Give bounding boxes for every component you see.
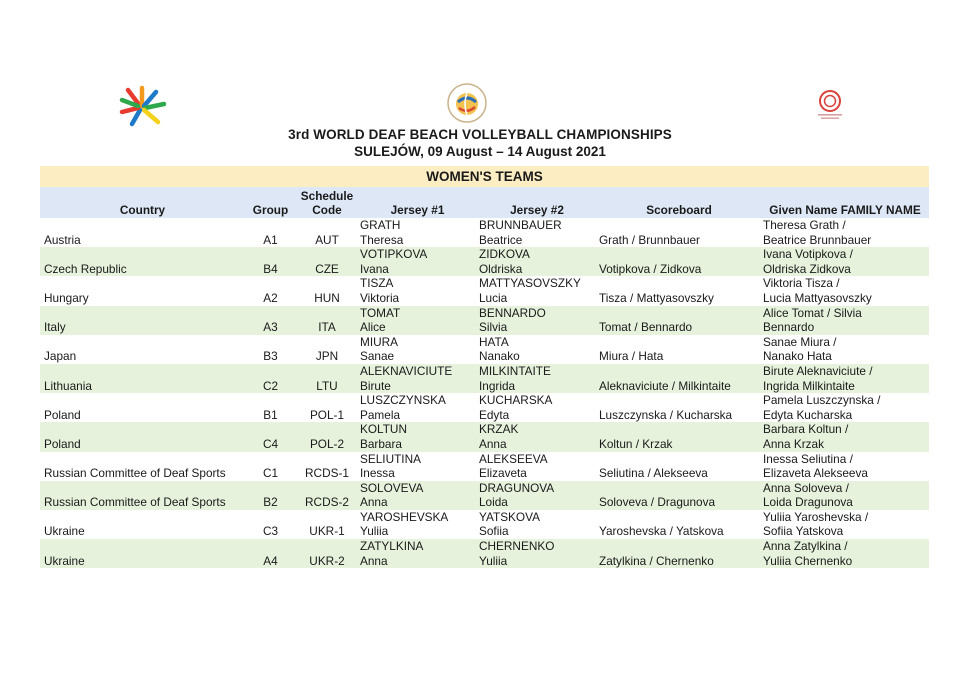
jersey-1-given-name: Barbara	[360, 436, 402, 451]
jersey-1-given-name: Anna	[360, 553, 388, 568]
given-name-cell	[761, 306, 929, 335]
jersey-1-given-name: Viktoria	[360, 290, 400, 305]
jersey-1-cell	[358, 510, 477, 539]
given-name-line-1: Ivana Votipkova /	[763, 247, 853, 262]
jersey-2-cell	[477, 276, 597, 305]
jersey-1-given-name: Alice	[360, 320, 386, 335]
jersey-1-cell	[358, 247, 477, 276]
jersey-2-family-name: DRAGUNOVA	[479, 480, 555, 495]
group-cell: B3	[263, 349, 278, 364]
jersey-1-family-name: YAROSHEVSKA	[360, 509, 449, 524]
scoreboard-cell: Zatylkina / Chernenko	[597, 539, 761, 568]
given-name-line-1: Inessa Seliutina /	[763, 451, 853, 466]
jersey-1-family-name: GRATH	[360, 218, 401, 232]
jersey-2-family-name: BRUNNBAUER	[479, 218, 562, 232]
venue-dates: SULEJÓW, 09 August – 14 August 2021	[354, 144, 606, 159]
jersey-1-cell	[358, 452, 477, 481]
jersey-2-family-name: ZIDKOVA	[479, 247, 530, 262]
group-cell: A4	[245, 539, 296, 568]
table-header-row	[40, 187, 929, 218]
jersey-1-cell	[358, 393, 477, 422]
jersey-1-family-name: LUSZCZYNSKA	[360, 393, 446, 408]
jersey-2-family-name: HATA	[479, 334, 509, 349]
group-cell: C3	[262, 524, 279, 539]
scoreboard-cell: Aleknaviciute / Milkintaite	[597, 364, 761, 393]
jersey-1-cell	[358, 218, 477, 247]
jersey-2-given-name: Nanako	[479, 349, 520, 364]
scoreboard-cell: Tomat / Bennardo	[597, 306, 761, 335]
group-cell: C2	[245, 364, 296, 393]
column-header-schedule-code	[296, 187, 358, 218]
jersey-2-given-name: Anna	[479, 436, 507, 451]
teams-table	[40, 187, 929, 568]
given-name-line-1: Alice Tomat / Silvia	[763, 305, 862, 320]
jersey-2-given-name: Sofiia	[479, 524, 509, 539]
given-name-cell	[761, 510, 929, 539]
table-row	[40, 481, 929, 510]
column-header-jersey-2: Jersey #2	[477, 187, 597, 218]
jersey-2-given-name: Elizaveta	[479, 466, 527, 481]
jersey-2-cell	[477, 539, 597, 568]
jersey-2-given-name: Silvia	[479, 320, 508, 335]
jersey-1-given-name: Sanae	[360, 349, 395, 364]
column-header-country: Country	[40, 187, 245, 218]
column-header-jersey-1: Jersey #1	[358, 187, 477, 218]
world-deaf-beach-volleyball-logo	[446, 82, 488, 124]
given-name-line-1: Yuliia Yaroshevska /	[763, 509, 869, 524]
jersey-1-given-name: Anna	[360, 495, 388, 510]
schedule-code-cell: ITA	[296, 306, 358, 335]
jersey-2-cell	[477, 452, 597, 481]
column-header-schedule-code-line2: Code	[312, 203, 342, 217]
country-cell: Poland	[44, 407, 81, 422]
jersey-2-cell	[477, 247, 597, 276]
country-cell: Czech Republic	[40, 247, 245, 276]
given-name-line-2: Oldriska Zidkova	[763, 261, 851, 276]
scoreboard-cell: Seliutina / Alekseeva	[599, 466, 708, 481]
country-cell: Russian Committee of Deaf Sports	[40, 481, 245, 510]
column-header-given-name: Given Name FAMILY NAME	[761, 187, 929, 218]
given-name-line-2: Lucia Mattyasovszky	[763, 290, 872, 305]
jersey-2-family-name: YATSKOVA	[479, 509, 540, 524]
given-name-line-1: Viktoria Tisza /	[763, 276, 840, 291]
given-name-line-1: Birute Aleknaviciute /	[763, 363, 873, 378]
given-name-cell	[761, 335, 929, 364]
group-cell: A3	[245, 306, 296, 335]
table-row	[40, 393, 929, 422]
jersey-1-given-name: Inessa	[360, 466, 395, 481]
country-cell: Austria	[44, 232, 81, 247]
schedule-code-cell: LTU	[296, 364, 358, 393]
jersey-2-family-name: BENNARDO	[479, 305, 546, 320]
championship-title: 3rd WORLD DEAF BEACH VOLLEYBALL CHAMPIONSHIPS	[288, 127, 672, 142]
jersey-2-cell	[477, 510, 597, 539]
given-name-line-1: Barbara Koltun /	[763, 422, 849, 437]
deaf-sports-federation-logo	[812, 88, 848, 122]
jersey-1-given-name: Yuliia	[360, 524, 389, 539]
group-cell: C1	[262, 466, 279, 481]
group-cell: A1	[263, 232, 278, 247]
scoreboard-cell: Miura / Hata	[599, 349, 664, 364]
given-name-line-1: Theresa Grath /	[763, 218, 846, 232]
group-cell: B2	[245, 481, 296, 510]
jersey-1-given-name: Theresa	[360, 232, 404, 247]
jersey-2-given-name: Loida	[479, 495, 508, 510]
group-cell: B1	[263, 407, 278, 422]
schedule-code-cell: CZE	[296, 247, 358, 276]
given-name-line-2: Nanako Hata	[763, 349, 832, 364]
given-name-cell	[761, 276, 929, 305]
jersey-1-family-name: SELIUTINA	[360, 451, 421, 466]
group-cell: A2	[263, 290, 278, 305]
deaflympics-logo	[118, 84, 170, 128]
given-name-cell	[761, 393, 929, 422]
given-name-cell	[761, 422, 929, 451]
jersey-1-cell	[358, 335, 477, 364]
given-name-line-1: Anna Soloveva /	[763, 480, 849, 495]
given-name-cell	[761, 539, 929, 568]
given-name-line-2: Edyta Kucharska	[763, 407, 853, 422]
jersey-1-cell	[358, 481, 477, 510]
jersey-1-family-name: TISZA	[360, 276, 394, 291]
table-row	[40, 335, 929, 364]
given-name-line-2: Yuliia Chernenko	[763, 553, 853, 568]
given-name-line-1: Anna Zatylkina /	[763, 539, 848, 554]
jersey-2-family-name: MATTYASOVSZKY	[479, 276, 581, 291]
jersey-2-given-name: Edyta	[479, 407, 510, 422]
jersey-2-family-name: KUCHARSKA	[479, 393, 553, 408]
jersey-2-family-name: CHERNENKO	[479, 539, 555, 554]
jersey-2-cell	[477, 422, 597, 451]
given-name-line-2: Elizaveta Alekseeva	[763, 466, 868, 481]
table-body	[40, 218, 929, 568]
table-row	[40, 218, 929, 247]
jersey-2-cell	[477, 481, 597, 510]
jersey-2-given-name: Lucia	[479, 290, 508, 305]
jersey-2-given-name: Beatrice	[479, 232, 523, 247]
table-row	[40, 306, 929, 335]
jersey-2-given-name: Yuliia	[479, 553, 508, 568]
given-name-line-2: Loida Dragunova	[763, 495, 853, 510]
schedule-code-cell: RCDS-2	[296, 481, 358, 510]
schedule-code-cell: AUT	[315, 232, 339, 247]
country-cell: Ukraine	[44, 524, 85, 539]
column-header-scoreboard: Scoreboard	[597, 187, 761, 218]
jersey-1-family-name: SOLOVEVA	[360, 480, 424, 495]
table-row	[40, 422, 929, 451]
jersey-2-cell	[477, 306, 597, 335]
jersey-1-given-name: Ivana	[360, 261, 389, 276]
given-name-line-2: Sofiia Yatskova	[763, 524, 844, 539]
scoreboard-cell: Yaroshevska / Yatskova	[599, 524, 724, 539]
jersey-1-family-name: VOTIPKOVA	[360, 247, 428, 262]
given-name-line-2: Anna Krzak	[763, 436, 824, 451]
country-cell: Japan	[44, 349, 77, 364]
section-title: WOMEN'S TEAMS	[40, 166, 929, 187]
schedule-code-cell: POL-1	[309, 407, 345, 422]
given-name-cell	[761, 364, 929, 393]
given-name-line-1: Pamela Luszczynska /	[763, 393, 881, 408]
jersey-2-cell	[477, 335, 597, 364]
jersey-2-cell	[477, 364, 597, 393]
column-header-schedule-code-line1: Schedule	[300, 189, 354, 203]
group-cell: C4	[245, 422, 296, 451]
table-row	[40, 276, 929, 305]
jersey-1-given-name: Pamela	[360, 407, 400, 422]
schedule-code-cell: HUN	[314, 290, 340, 305]
scoreboard-cell: Luszczynska / Kucharska	[599, 407, 733, 422]
country-cell: Lithuania	[40, 364, 245, 393]
given-name-line-2: Ingrida Milkintaite	[763, 378, 855, 393]
jersey-1-family-name: ALEKNAVICIUTE	[360, 363, 453, 378]
scoreboard-cell: Votipkova / Zidkova	[597, 247, 761, 276]
scoreboard-cell: Koltun / Krzak	[597, 422, 761, 451]
given-name-cell	[761, 247, 929, 276]
document-title	[0, 127, 960, 159]
jersey-2-family-name: MILKINTAITE	[479, 363, 551, 378]
jersey-1-cell	[358, 306, 477, 335]
column-header-group: Group	[245, 187, 296, 218]
schedule-code-cell: RCDS-1	[305, 466, 349, 481]
given-name-line-2: Beatrice Brunnbauer	[763, 232, 872, 247]
given-name-cell	[761, 481, 929, 510]
country-cell: Poland	[40, 422, 245, 451]
table-row	[40, 364, 929, 393]
jersey-2-cell	[477, 218, 597, 247]
jersey-2-given-name: Ingrida	[479, 378, 516, 393]
country-cell: Ukraine	[40, 539, 245, 568]
country-cell: Russian Committee of Deaf Sports	[44, 466, 226, 481]
given-name-line-2: Bennardo	[763, 320, 815, 335]
country-cell: Italy	[40, 306, 245, 335]
schedule-code-cell: UKR-1	[309, 524, 345, 539]
given-name-line-1: Sanae Miura /	[763, 334, 837, 349]
jersey-1-cell	[358, 422, 477, 451]
table-row	[40, 539, 929, 568]
scoreboard-cell: Soloveva / Dragunova	[597, 481, 761, 510]
schedule-code-cell: JPN	[315, 349, 339, 364]
scoreboard-cell: Grath / Brunnbauer	[599, 232, 700, 247]
jersey-1-given-name: Birute	[360, 378, 391, 393]
jersey-2-family-name: ALEKSEEVA	[479, 451, 548, 466]
jersey-1-cell	[358, 276, 477, 305]
scoreboard-cell: Tisza / Mattyasovszky	[599, 290, 714, 305]
jersey-1-family-name: TOMAT	[360, 305, 401, 320]
schedule-code-cell: POL-2	[296, 422, 358, 451]
jersey-2-cell	[477, 393, 597, 422]
table-row	[40, 510, 929, 539]
schedule-code-cell: UKR-2	[296, 539, 358, 568]
group-cell: B4	[245, 247, 296, 276]
jersey-1-family-name: ZATYLKINA	[360, 539, 424, 554]
jersey-1-cell	[358, 539, 477, 568]
jersey-2-family-name: KRZAK	[479, 422, 519, 437]
jersey-1-family-name: MIURA	[360, 334, 399, 349]
given-name-cell	[761, 452, 929, 481]
table-row	[40, 452, 929, 481]
jersey-1-family-name: KOLTUN	[360, 422, 407, 437]
given-name-cell	[761, 218, 929, 247]
jersey-1-cell	[358, 364, 477, 393]
table-row	[40, 247, 929, 276]
jersey-2-given-name: Oldriska	[479, 261, 523, 276]
country-cell: Hungary	[44, 290, 89, 305]
